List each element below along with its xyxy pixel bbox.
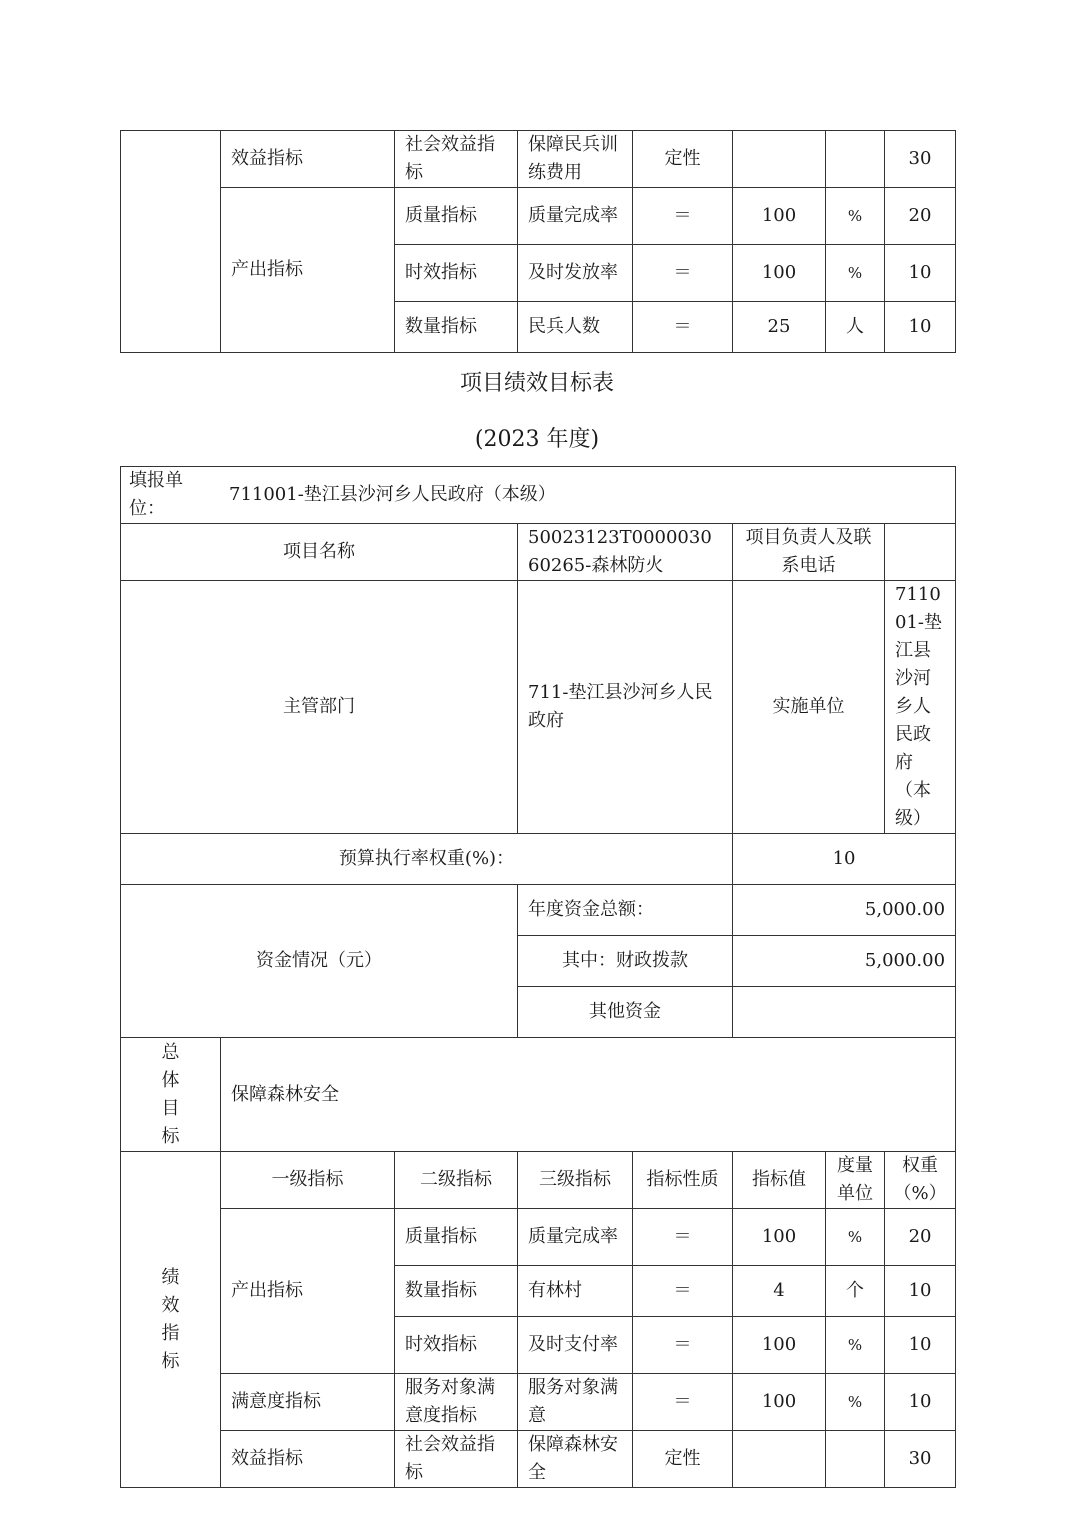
l2-cell: 质量指标 bbox=[395, 1209, 518, 1266]
weight-cell: 10 bbox=[885, 1374, 956, 1431]
funds-total-label: 年度资金总额： bbox=[518, 885, 733, 936]
l1-cell: 效益指标 bbox=[221, 131, 395, 188]
funds-other-label: 其他资金 bbox=[518, 987, 733, 1038]
performance-target-table bbox=[120, 466, 956, 1488]
page-subtitle-year: (2023 年度) bbox=[474, 427, 600, 452]
budget-rate-value: 10 bbox=[733, 834, 956, 885]
dept-value: 711-垫江县沙河乡人民政府 bbox=[518, 581, 733, 834]
project-name-row bbox=[121, 524, 956, 581]
funds-other-value bbox=[733, 987, 956, 1038]
nature-cell: ＝ bbox=[633, 1209, 733, 1266]
weight-cell: 10 bbox=[885, 1317, 956, 1374]
header-weight: 权重（%） bbox=[885, 1152, 956, 1209]
impl-label: 实施单位 bbox=[733, 581, 885, 834]
l1-cell: 效益指标 bbox=[221, 1431, 395, 1488]
l3-cell: 民兵人数 bbox=[518, 302, 633, 353]
l3-cell: 质量完成率 bbox=[518, 188, 633, 245]
unit-cell: % bbox=[826, 245, 885, 302]
unit-cell: % bbox=[826, 188, 885, 245]
l2-cell: 数量指标 bbox=[395, 302, 518, 353]
funds-total-row bbox=[121, 885, 956, 936]
fill-unit-row bbox=[121, 467, 956, 524]
blank-cell bbox=[121, 131, 221, 353]
unit-cell: 人 bbox=[826, 302, 885, 353]
l2-cell: 时效指标 bbox=[395, 1317, 518, 1374]
unit-cell: % bbox=[826, 1209, 885, 1266]
weight-cell: 20 bbox=[885, 188, 956, 245]
value-cell: 100 bbox=[733, 188, 826, 245]
l2-cell: 数量指标 bbox=[395, 1266, 518, 1317]
l2-cell: 时效指标 bbox=[395, 245, 518, 302]
unit-cell bbox=[826, 1431, 885, 1488]
budget-rate-label: 预算执行率权重(%)： bbox=[121, 834, 733, 885]
l1-cell: 满意度指标 bbox=[221, 1374, 395, 1431]
l3-cell: 保障森林安全 bbox=[518, 1431, 633, 1488]
l3-cell: 服务对象满意 bbox=[518, 1374, 633, 1431]
table-row bbox=[121, 1431, 956, 1488]
nature-cell: ＝ bbox=[633, 1317, 733, 1374]
unit-cell: 个 bbox=[826, 1266, 885, 1317]
nature-cell: ＝ bbox=[633, 302, 733, 353]
unit-cell bbox=[826, 131, 885, 188]
dept-label: 主管部门 bbox=[121, 581, 518, 834]
header-value: 指标值 bbox=[733, 1152, 826, 1209]
value-cell bbox=[733, 1431, 826, 1488]
nature-cell: ＝ bbox=[633, 188, 733, 245]
l2-cell: 质量指标 bbox=[395, 188, 518, 245]
nature-cell: ＝ bbox=[633, 245, 733, 302]
header-unit: 度量单位 bbox=[826, 1152, 885, 1209]
weight-cell: 10 bbox=[885, 245, 956, 302]
funds-fiscal-value: 5,000.00 bbox=[733, 936, 956, 987]
goal-value: 保障森林安全 bbox=[221, 1038, 956, 1152]
nature-cell: 定性 bbox=[633, 131, 733, 188]
indicator-header-row bbox=[121, 1152, 956, 1209]
value-cell: 100 bbox=[733, 1374, 826, 1431]
project-name-label: 项目名称 bbox=[121, 524, 518, 581]
l1-cell: 产出指标 bbox=[221, 188, 395, 353]
fill-unit-cell bbox=[121, 467, 956, 524]
dept-row bbox=[121, 581, 956, 834]
header-l2: 二级指标 bbox=[395, 1152, 518, 1209]
header-l3: 三级指标 bbox=[518, 1152, 633, 1209]
project-name-value: 50023123T000003060265-森林防火 bbox=[518, 524, 733, 581]
weight-cell: 30 bbox=[885, 131, 956, 188]
l3-cell: 有林村 bbox=[518, 1266, 633, 1317]
impl-value: 711001-垫江县沙河乡人民政府（本级） bbox=[885, 581, 956, 834]
fill-unit-value: 711001-垫江县沙河乡人民政府（本级） bbox=[229, 484, 556, 505]
table-row bbox=[121, 1209, 956, 1266]
value-cell: 4 bbox=[733, 1266, 826, 1317]
weight-cell: 10 bbox=[885, 1266, 956, 1317]
continued-indicator-table bbox=[120, 130, 956, 353]
header-l1: 一级指标 bbox=[221, 1152, 395, 1209]
nature-cell: 定性 bbox=[633, 1431, 733, 1488]
budget-rate-row bbox=[121, 834, 956, 885]
goal-label-text: 总体目标 bbox=[161, 1041, 180, 1147]
page-title: 项目绩效目标表 bbox=[459, 371, 614, 396]
unit-cell: % bbox=[826, 1374, 885, 1431]
header-nature: 指标性质 bbox=[633, 1152, 733, 1209]
contact-value bbox=[885, 524, 956, 581]
l2-cell: 服务对象满意度指标 bbox=[395, 1374, 518, 1431]
l3-cell: 质量完成率 bbox=[518, 1209, 633, 1266]
value-cell: 100 bbox=[733, 245, 826, 302]
weight-cell: 30 bbox=[885, 1431, 956, 1488]
nature-cell: ＝ bbox=[633, 1266, 733, 1317]
funds-total-value: 5,000.00 bbox=[733, 885, 956, 936]
unit-cell: % bbox=[826, 1317, 885, 1374]
fill-unit-label: 填报单位： bbox=[129, 470, 183, 519]
l2-cell: 社会效益指标 bbox=[395, 131, 518, 188]
contact-label: 项目负责人及联系电话 bbox=[733, 524, 885, 581]
goal-row bbox=[121, 1038, 956, 1152]
nature-cell: ＝ bbox=[633, 1374, 733, 1431]
indicator-section-text: 绩效指标 bbox=[161, 1266, 180, 1372]
funds-fiscal-label: 其中：财政拨款 bbox=[518, 936, 733, 987]
goal-label bbox=[121, 1038, 221, 1152]
value-cell: 100 bbox=[733, 1317, 826, 1374]
indicator-section-label bbox=[121, 1152, 221, 1488]
funds-label: 资金情况（元） bbox=[121, 885, 518, 1038]
l3-cell: 及时支付率 bbox=[518, 1317, 633, 1374]
l2-cell: 社会效益指标 bbox=[395, 1431, 518, 1488]
value-cell: 25 bbox=[733, 302, 826, 353]
weight-cell: 10 bbox=[885, 302, 956, 353]
weight-cell: 20 bbox=[885, 1209, 956, 1266]
l3-cell: 及时发放率 bbox=[518, 245, 633, 302]
value-cell: 100 bbox=[733, 1209, 826, 1266]
l3-cell: 保障民兵训练费用 bbox=[518, 131, 633, 188]
table-row bbox=[121, 1374, 956, 1431]
table-row bbox=[121, 188, 956, 245]
l1-cell: 产出指标 bbox=[221, 1209, 395, 1374]
value-cell bbox=[733, 131, 826, 188]
table-row bbox=[121, 131, 956, 188]
